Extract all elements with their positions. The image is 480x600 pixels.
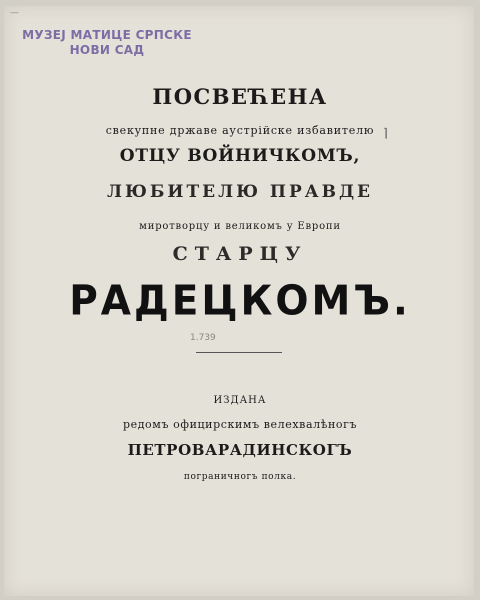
divider-rule bbox=[196, 352, 282, 353]
imprint-line-2: редомъ официрскимъ велехвалѣногъ bbox=[122, 418, 358, 431]
imprint-line-1: ИЗДАНА bbox=[213, 395, 267, 406]
margin-mark: ⌉ bbox=[383, 126, 388, 140]
imprint-line-4: пограничногъ полка. bbox=[183, 472, 297, 482]
imprint-line-3: ПЕТРОВАРАДИНСКОГЪ bbox=[127, 441, 353, 459]
title-line-6: СТАРЦУ bbox=[172, 243, 308, 265]
museum-stamp bbox=[22, 28, 192, 58]
title-line-5: миротворцу и великомъ у Европи bbox=[139, 221, 341, 232]
stamp-line-1: МУЗЕЈ МАТИЦЕ СРПСКЕ bbox=[22, 28, 192, 42]
title-line-1: ПОСВЕЋЕНА bbox=[152, 84, 328, 109]
title-line-2: свекупне државе аустрійске избавителю bbox=[105, 124, 375, 137]
title-name-radetzky: РАДЕЦКОМЪ. bbox=[69, 277, 411, 326]
corner-mark: — bbox=[10, 8, 19, 18]
title-line-4: ЛЮБИТЕЛЮ ПРАВДЕ bbox=[106, 182, 374, 202]
pencil-note: 1.739 bbox=[190, 333, 216, 343]
title-line-3: ОТЦУ ВОЙНИЧКОМЪ, bbox=[119, 146, 361, 166]
stamp-line-2: НОВИ САД bbox=[69, 43, 145, 57]
